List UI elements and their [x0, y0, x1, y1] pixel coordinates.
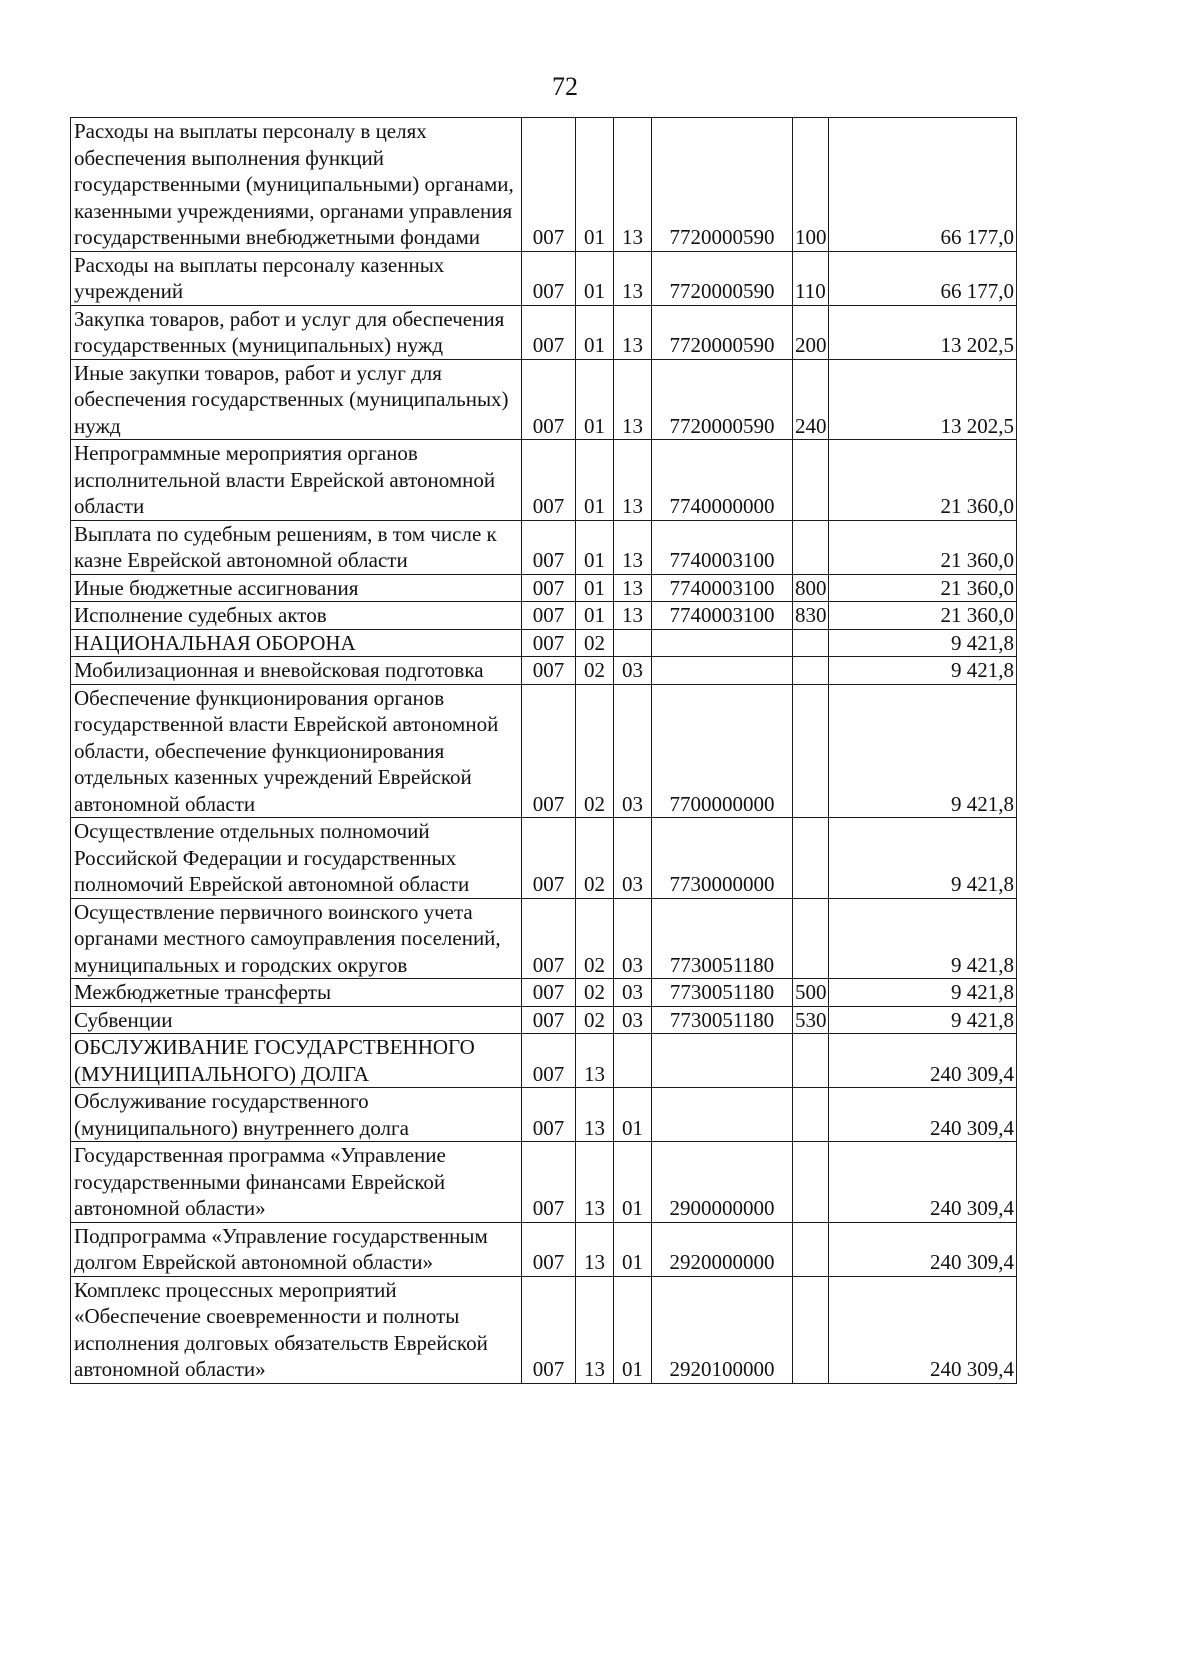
target-article-code-cell: 7740003100 [652, 602, 793, 630]
amount-cell: 66 177,0 [829, 251, 1017, 305]
expense-type-code-cell [793, 629, 829, 657]
row-name-cell: Расходы на выплаты персоналу казенных учреждений [71, 251, 522, 305]
table-row [71, 602, 1017, 630]
expense-type-code-cell [793, 1276, 829, 1383]
grbs-code-cell: 007 [522, 440, 576, 521]
grbs-code-cell: 007 [522, 118, 576, 252]
amount-cell: 9 421,8 [829, 629, 1017, 657]
target-article-code-cell: 7720000590 [652, 359, 793, 440]
target-article-code-cell: 2920100000 [652, 1276, 793, 1383]
expense-type-code-cell [793, 1088, 829, 1142]
subsection-code-cell: 13 [614, 520, 652, 574]
expense-type-code-cell: 500 [793, 979, 829, 1007]
grbs-code-cell: 007 [522, 1276, 576, 1383]
section-code-cell: 01 [576, 440, 614, 521]
expense-type-code-cell [793, 657, 829, 685]
row-name-cell: Осуществление отдельных полномочий Российской Федерации и государственных полномочий Еврейской автономной области [71, 818, 522, 899]
row-name-cell: Обслуживание государственного (муниципального) внутреннего долга [71, 1088, 522, 1142]
grbs-code-cell: 007 [522, 1088, 576, 1142]
grbs-code-cell: 007 [522, 979, 576, 1007]
amount-cell: 240 309,4 [829, 1276, 1017, 1383]
section-code-cell: 02 [576, 979, 614, 1007]
grbs-code-cell: 007 [522, 251, 576, 305]
amount-cell: 13 202,5 [829, 305, 1017, 359]
expense-type-code-cell: 830 [793, 602, 829, 630]
expense-type-code-cell: 100 [793, 118, 829, 252]
expense-type-code-cell: 530 [793, 1006, 829, 1034]
expense-type-code-cell [793, 1222, 829, 1276]
table-row [71, 1088, 1017, 1142]
table-row [71, 657, 1017, 685]
amount-cell: 9 421,8 [829, 979, 1017, 1007]
table-row [71, 1034, 1017, 1088]
table-row [71, 251, 1017, 305]
table-row [71, 979, 1017, 1007]
subsection-code-cell: 03 [614, 657, 652, 685]
amount-cell: 240 309,4 [829, 1034, 1017, 1088]
amount-cell: 21 360,0 [829, 520, 1017, 574]
table-row [71, 1006, 1017, 1034]
subsection-code-cell: 03 [614, 1006, 652, 1034]
subsection-code-cell: 13 [614, 440, 652, 521]
grbs-code-cell: 007 [522, 657, 576, 685]
target-article-code-cell [652, 629, 793, 657]
grbs-code-cell: 007 [522, 1222, 576, 1276]
row-name-cell: Мобилизационная и вневойсковая подготовка [71, 657, 522, 685]
target-article-code-cell: 7740000000 [652, 440, 793, 521]
row-name-cell: Выплата по судебным решениям, в том числе к казне Еврейской автономной области [71, 520, 522, 574]
table-row [71, 1142, 1017, 1223]
target-article-code-cell: 7740003100 [652, 574, 793, 602]
target-article-code-cell: 2920000000 [652, 1222, 793, 1276]
expense-type-code-cell [793, 818, 829, 899]
target-article-code-cell [652, 657, 793, 685]
amount-cell: 9 421,8 [829, 684, 1017, 818]
budget-table [70, 117, 1017, 1384]
target-article-code-cell [652, 1034, 793, 1088]
expense-type-code-cell [793, 898, 829, 979]
section-code-cell: 13 [576, 1034, 614, 1088]
amount-cell: 9 421,8 [829, 657, 1017, 685]
subsection-code-cell: 03 [614, 684, 652, 818]
subsection-code-cell: 01 [614, 1222, 652, 1276]
expense-type-code-cell [793, 440, 829, 521]
table-row [71, 684, 1017, 818]
budget-table-body [71, 118, 1017, 1384]
row-name-cell: Субвенции [71, 1006, 522, 1034]
subsection-code-cell: 13 [614, 118, 652, 252]
row-name-cell: Расходы на выплаты персоналу в целях обеспечения выполнения функций государственными (муниципальными) органами, казенными учреждениями, органами управления государственными внебюджетными фондами [71, 118, 522, 252]
section-code-cell: 02 [576, 657, 614, 685]
table-row [71, 629, 1017, 657]
subsection-code-cell: 03 [614, 898, 652, 979]
target-article-code-cell: 7730051180 [652, 979, 793, 1007]
row-name-cell: ОБСЛУЖИВАНИЕ ГОСУДАРСТВЕННОГО (МУНИЦИПАЛЬНОГО) ДОЛГА [71, 1034, 522, 1088]
amount-cell: 9 421,8 [829, 898, 1017, 979]
grbs-code-cell: 007 [522, 1034, 576, 1088]
table-row [71, 1222, 1017, 1276]
subsection-code-cell: 03 [614, 979, 652, 1007]
target-article-code-cell: 7720000590 [652, 118, 793, 252]
amount-cell: 13 202,5 [829, 359, 1017, 440]
target-article-code-cell: 7730000000 [652, 818, 793, 899]
section-code-cell: 02 [576, 898, 614, 979]
expense-type-code-cell [793, 684, 829, 818]
expense-type-code-cell [793, 520, 829, 574]
expense-type-code-cell: 200 [793, 305, 829, 359]
amount-cell: 21 360,0 [829, 602, 1017, 630]
section-code-cell: 02 [576, 684, 614, 818]
row-name-cell: Комплекс процессных мероприятий «Обеспечение своевременности и полноты исполнения долговых обязательств Еврейской автономной области» [71, 1276, 522, 1383]
grbs-code-cell: 007 [522, 629, 576, 657]
row-name-cell: Межбюджетные трансферты [71, 979, 522, 1007]
section-code-cell: 01 [576, 118, 614, 252]
table-row [71, 305, 1017, 359]
row-name-cell: Иные бюджетные ассигнования [71, 574, 522, 602]
expense-type-code-cell: 800 [793, 574, 829, 602]
expense-type-code-cell [793, 1142, 829, 1223]
section-code-cell: 01 [576, 520, 614, 574]
row-name-cell: Непрограммные мероприятия органов исполнительной власти Еврейской автономной области [71, 440, 522, 521]
table-row [71, 520, 1017, 574]
section-code-cell: 02 [576, 818, 614, 899]
subsection-code-cell: 13 [614, 574, 652, 602]
page-number: 72 [552, 72, 578, 101]
expense-type-code-cell: 240 [793, 359, 829, 440]
amount-cell: 21 360,0 [829, 440, 1017, 521]
table-row [71, 359, 1017, 440]
expense-type-code-cell [793, 1034, 829, 1088]
section-code-cell: 13 [576, 1276, 614, 1383]
subsection-code-cell: 01 [614, 1142, 652, 1223]
row-name-cell: Осуществление первичного воинского учета органами местного самоуправления поселений, муниципальных и городских округов [71, 898, 522, 979]
section-code-cell: 13 [576, 1088, 614, 1142]
table-row [71, 118, 1017, 252]
amount-cell: 240 309,4 [829, 1222, 1017, 1276]
section-code-cell: 01 [576, 251, 614, 305]
section-code-cell: 01 [576, 359, 614, 440]
subsection-code-cell: 13 [614, 305, 652, 359]
grbs-code-cell: 007 [522, 359, 576, 440]
section-code-cell: 13 [576, 1222, 614, 1276]
row-name-cell: Государственная программа «Управление государственными финансами Еврейской автономной области» [71, 1142, 522, 1223]
section-code-cell: 01 [576, 602, 614, 630]
amount-cell: 9 421,8 [829, 818, 1017, 899]
row-name-cell: Подпрограмма «Управление государственным долгом Еврейской автономной области» [71, 1222, 522, 1276]
grbs-code-cell: 007 [522, 574, 576, 602]
table-row [71, 898, 1017, 979]
grbs-code-cell: 007 [522, 1142, 576, 1223]
section-code-cell: 13 [576, 1142, 614, 1223]
table-row [71, 574, 1017, 602]
grbs-code-cell: 007 [522, 684, 576, 818]
table-row [71, 818, 1017, 899]
amount-cell: 21 360,0 [829, 574, 1017, 602]
table-row [71, 440, 1017, 521]
amount-cell: 66 177,0 [829, 118, 1017, 252]
target-article-code-cell [652, 1088, 793, 1142]
amount-cell: 9 421,8 [829, 1006, 1017, 1034]
subsection-code-cell [614, 1034, 652, 1088]
amount-cell: 240 309,4 [829, 1088, 1017, 1142]
target-article-code-cell: 7700000000 [652, 684, 793, 818]
section-code-cell: 01 [576, 574, 614, 602]
subsection-code-cell: 01 [614, 1088, 652, 1142]
row-name-cell: Закупка товаров, работ и услуг для обеспечения государственных (муниципальных) нужд [71, 305, 522, 359]
row-name-cell: Исполнение судебных актов [71, 602, 522, 630]
grbs-code-cell: 007 [522, 602, 576, 630]
subsection-code-cell: 01 [614, 1276, 652, 1383]
subsection-code-cell: 03 [614, 818, 652, 899]
expense-type-code-cell: 110 [793, 251, 829, 305]
subsection-code-cell: 13 [614, 359, 652, 440]
row-name-cell: Обеспечение функционирования органов государственной власти Еврейской автономной области, обеспечение функционирования отдельных казенных учреждений Еврейской автономной области [71, 684, 522, 818]
grbs-code-cell: 007 [522, 520, 576, 574]
section-code-cell: 02 [576, 1006, 614, 1034]
subsection-code-cell: 13 [614, 251, 652, 305]
target-article-code-cell: 7740003100 [652, 520, 793, 574]
subsection-code-cell [614, 629, 652, 657]
table-row [71, 1276, 1017, 1383]
grbs-code-cell: 007 [522, 305, 576, 359]
target-article-code-cell: 7720000590 [652, 251, 793, 305]
row-name-cell: Иные закупки товаров, работ и услуг для обеспечения государственных (муниципальных) нужд [71, 359, 522, 440]
target-article-code-cell: 7730051180 [652, 1006, 793, 1034]
target-article-code-cell: 7720000590 [652, 305, 793, 359]
section-code-cell: 02 [576, 629, 614, 657]
row-name-cell: НАЦИОНАЛЬНАЯ ОБОРОНА [71, 629, 522, 657]
subsection-code-cell: 13 [614, 602, 652, 630]
section-code-cell: 01 [576, 305, 614, 359]
grbs-code-cell: 007 [522, 818, 576, 899]
target-article-code-cell: 7730051180 [652, 898, 793, 979]
amount-cell: 240 309,4 [829, 1142, 1017, 1223]
grbs-code-cell: 007 [522, 898, 576, 979]
target-article-code-cell: 2900000000 [652, 1142, 793, 1223]
grbs-code-cell: 007 [522, 1006, 576, 1034]
